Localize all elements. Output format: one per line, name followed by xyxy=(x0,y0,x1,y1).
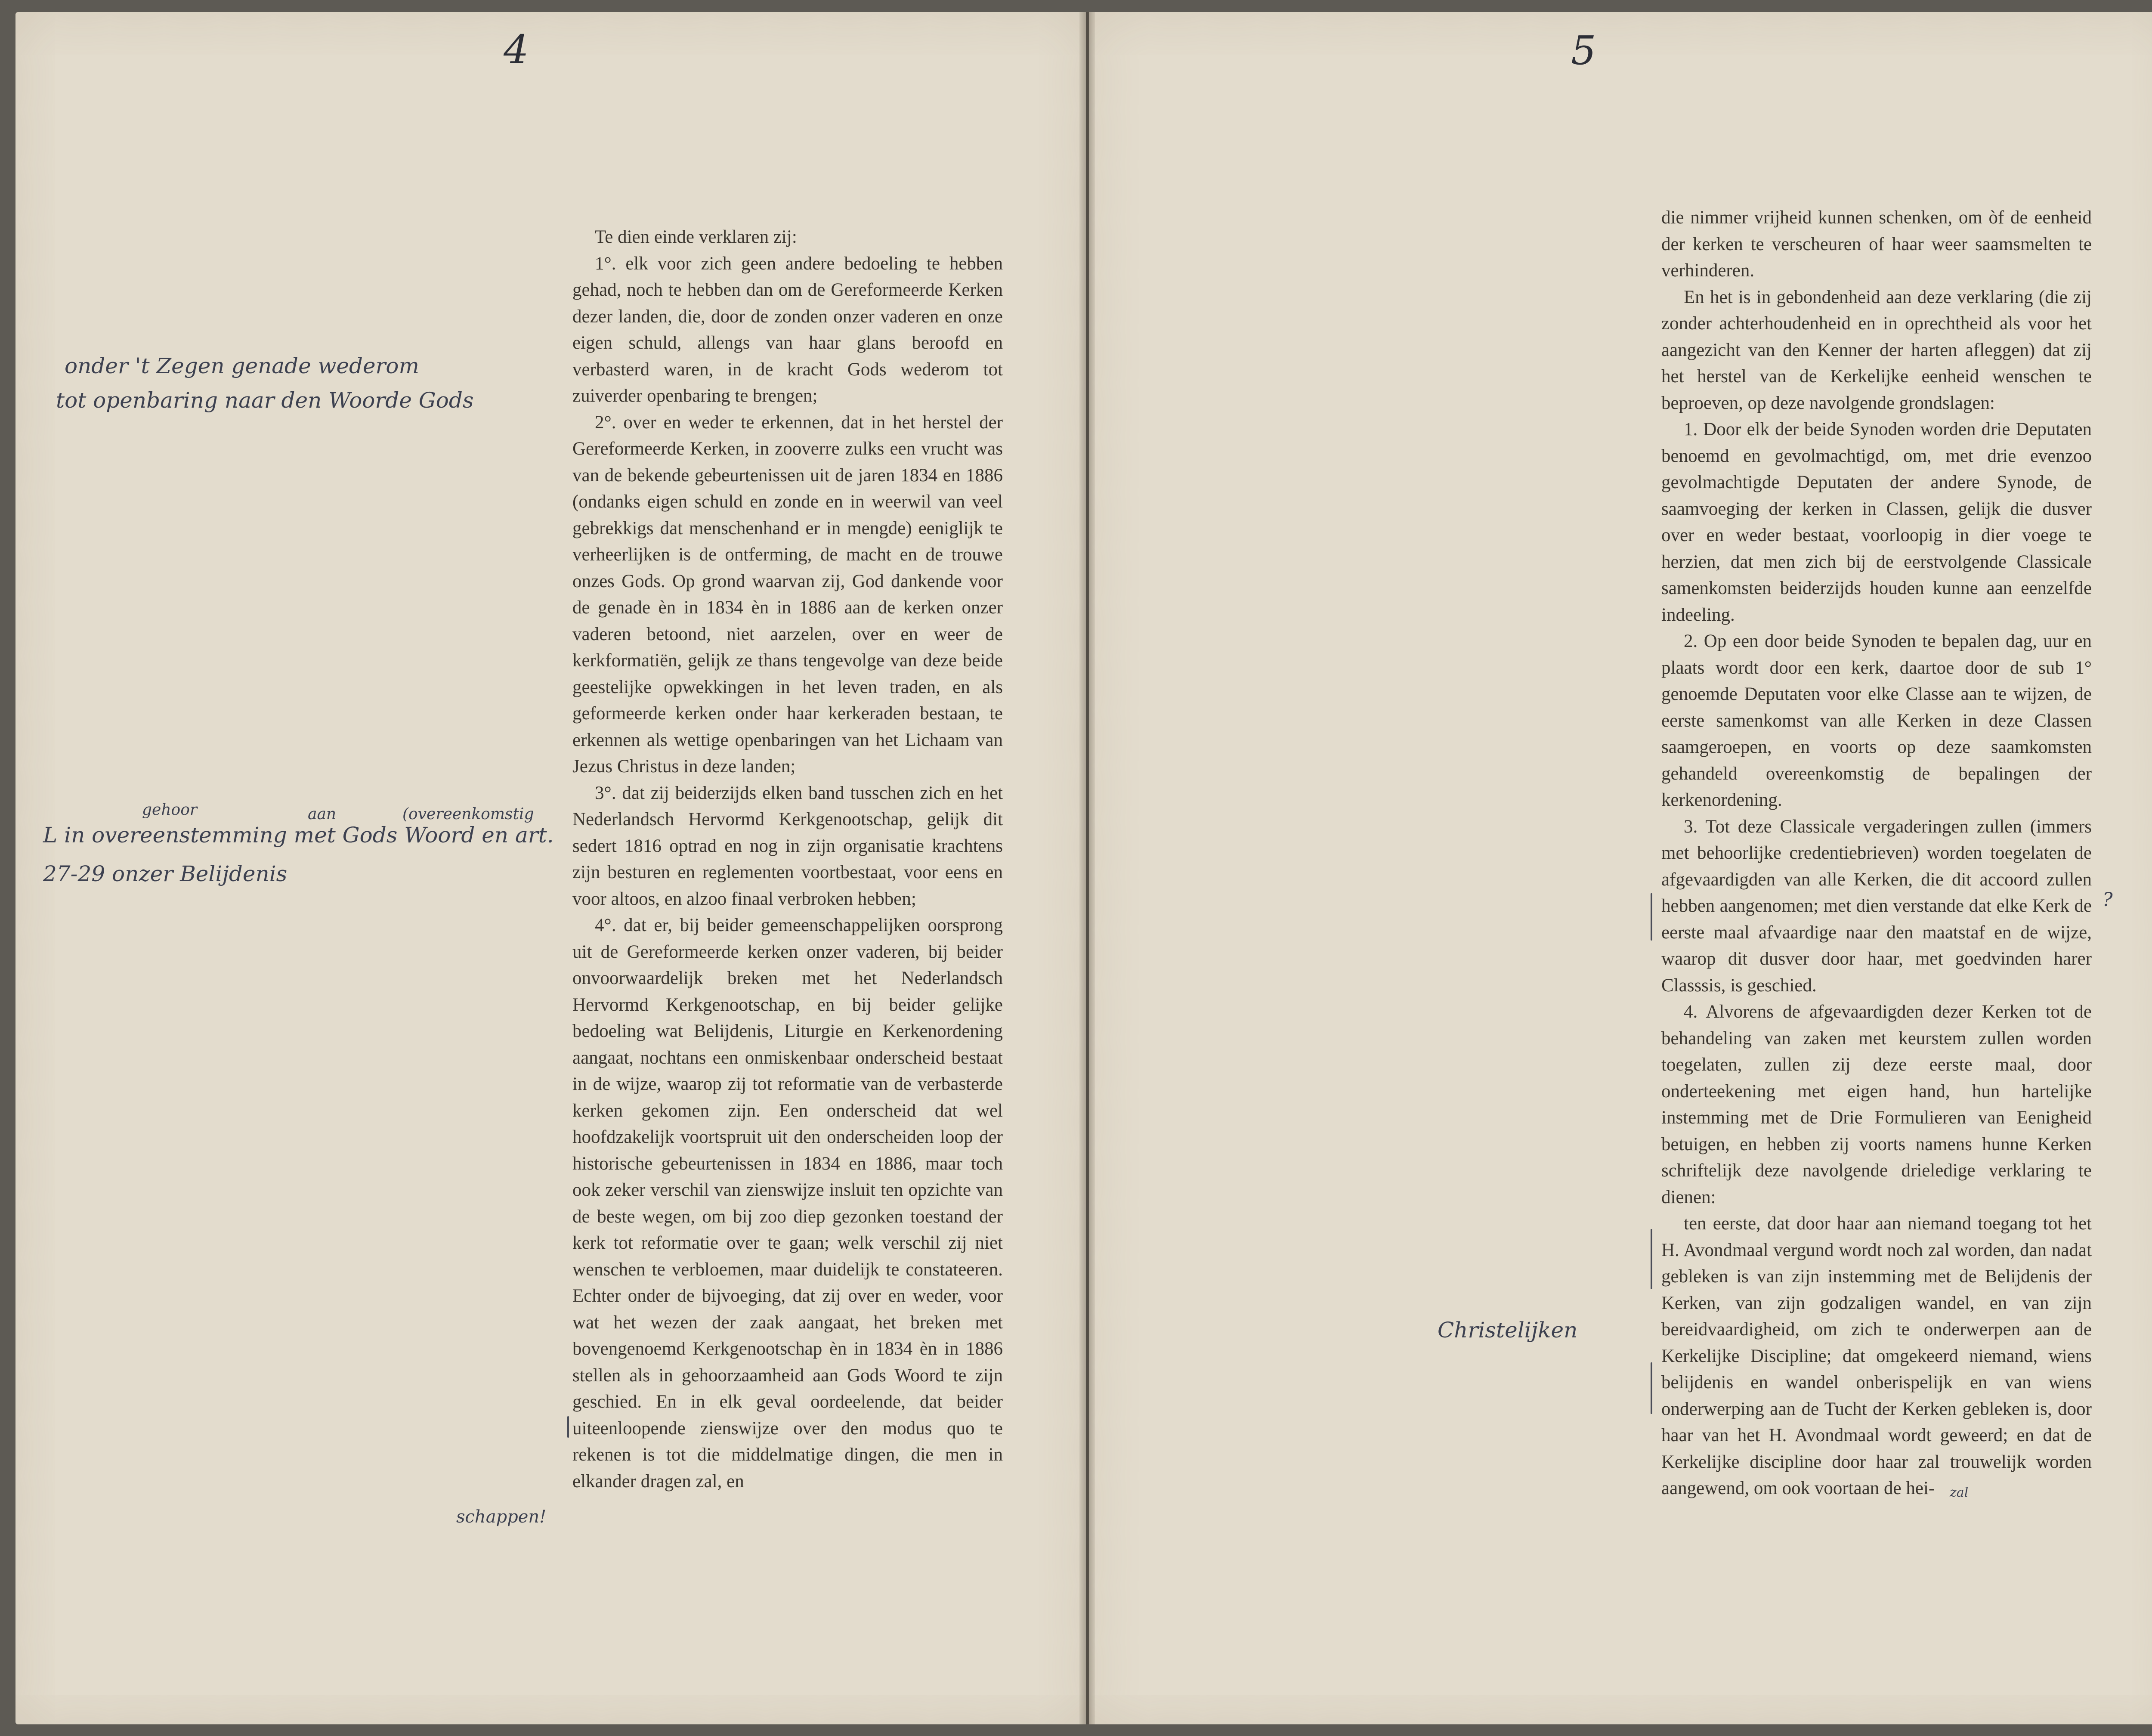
paragraph: En het is in gebondenheid aan deze verklaring (die zij zonder achterhoudenheid en in oprechtheid als voor het aangezicht van den Kenner der harten afleggen) dat zij het herstel van de Kerkelijke eenheid wenschen te beproeven, op deze navolgende grondslagen: xyxy=(1661,287,2092,413)
handwritten-note: ? xyxy=(2103,889,2113,911)
handwritten-note: tot openbaring naar den Woorde Gods xyxy=(56,388,474,413)
right-text-column xyxy=(1661,204,2092,1502)
paragraph: 1°. elk voor zich geen andere bedoeling te hebben gehad, noch te hebben dan om de Gereformeerde Kerken dezer landen, die, door de zonden onzer vaderen en onze eigen schuld, allengs van haar glans beroofd en verbasterd waren, in de kracht Gods wederom tot zuiverder openbaring te brengen; xyxy=(572,253,1003,406)
page-number-left: 4 xyxy=(504,27,529,73)
handwritten-note: L in overeenstemming met Gods Woord en art. xyxy=(43,823,554,848)
paragraph: Te dien einde verklaren zij: xyxy=(595,227,797,247)
handwritten-note: 27-29 onzer Belijdenis xyxy=(43,861,288,886)
handwritten-note: schappen! xyxy=(456,1507,547,1527)
handwritten-note: aan xyxy=(308,805,337,823)
paragraph: 2. Op een door beide Synoden te bepalen dag, uur en plaats wordt door een kerk, daartoe door de sub 1° genoemde Deputaten voor elke Classe aan te wijzen, de eerste samenkomst van alle Kerken in deze Classen saamgeroepen, en voorts op deze saamkomsten gehandeld overeenkomstig de bepalingen der kerkenordening. xyxy=(1661,631,2092,810)
handwritten-note: (overeenkomstig xyxy=(402,805,534,823)
margin-mark xyxy=(1651,893,1652,941)
page-gutter xyxy=(1079,12,1095,1724)
margin-mark xyxy=(1651,1229,1652,1289)
page-number-right: 5 xyxy=(1571,28,1596,74)
paragraph: die nimmer vrijheid kunnen schenken, om òf de eenheid der kerken te verscheuren of haar weer saamsmelten te verhinderen. xyxy=(1661,207,2092,281)
margin-mark xyxy=(567,1416,569,1438)
handwritten-note: onder 't Zegen genade wederom xyxy=(65,353,419,378)
handwritten-note: Christelijken xyxy=(1438,1318,1578,1343)
left-text-column xyxy=(572,224,1003,1495)
paragraph: 3°. dat zij beiderzijds elken band tusschen zich en het Nederlandsch Hervormd Kerkgenootschap, gelijk dit sedert 1816 optrad en nog in zijn organisatie krachtens zijn besturen en reglementen voortbestaat, voor eens en voor altoos, en alzoo finaal verbroken hebben; xyxy=(572,783,1003,909)
paragraph: 4°. dat er, bij beider gemeenschappelijken oorsprong uit de Gereformeerde kerken onzer vaderen, bij beider onvoorwaardelijk breken met het Nederlandsch Hervormd Kerkgenootschap, en bij beider gelijke bedoeling wat Belijdenis, Liturgie en Kerkenordening aangaat, nochtans een onmiskenbaar onderscheid bestaat in de wijze, waarop zij tot reformatie van de verbasterde kerken gekomen zijn. Een onderscheid dat wel hoofdzakelijk voortspruit uit den onderscheiden loop der historische gebeurtenissen in 1834 en 1886, maar toch ook zeker verschil van zienswijze insluit ten opzichte van de beste wegen, om bij zoo diep gezonken toestand der kerk tot reformatie over te gaan; welk verschil zij niet wenschen te verbloemen, maar duidelijk te constateeren. Echter onder de bijvoeging, dat zij over en weder, voor wat het wezen der zaak aangaat, het breken met bovengenoemd Kerkgenootschap èn in 1834 èn in 1886 stellen als in gehoorzaamheid aan Gods Woord te zijn geschied. En in elk geval oordeelende, dat beider uiteenloopende zienswijze over den modus quo te rekenen is tot die middelmatige dingen, die men in elkander dragen zal, en xyxy=(572,915,1003,1492)
paragraph: 2°. over en weder te erkennen, dat in het herstel der Gereformeerde Kerken, in zooverre zulks een vrucht was van de bekende gebeurtenissen uit de jaren 1834 en 1886 (ondanks eigen schuld en zonde en in weerwil van veel gebrekkigs dat menschenhand er in mengde) eeniglijk te verheerlijken is de ontferming, de macht en de trouwe onzes Gods. Op grond waarvan zij, God dankende voor de genade èn in 1834 èn in 1886 aan de kerken onzer vaderen betoond, niet aarzelen, over en weer de kerkformatiën, gelijk ze thans tengevolge van deze beide geestelijke opwekkingen in het leven traden, en als geformeerde kerken onder haar kerkeraden bestaan, te erkennen als wettige openbaringen van het Lichaam van Jezus Christus in deze landen; xyxy=(572,412,1003,777)
paragraph: ten eerste, dat door haar aan niemand toegang tot het H. Avondmaal vergund wordt noch zal worden, dan nadat gebleken is van zijn instemming met de Belijdenis der Kerken, van zijn godzaligen wandel, en van zijn bereidvaardigheid, om zich te onderwerpen aan de Kerkelijke Discipline; dat omgekeerd niemand, wiens belijdenis en wandel onberispelijk en van wiens onderwerping aan de Tucht der Kerken gebleken is, door haar van het H. Avondmaal wordt geweerd; en dat de Kerkelijke discipline door haar zal trouwelijk worden aangewend, om ook voortaan de hei- xyxy=(1661,1213,2092,1498)
paragraph: 4. Alvorens de afgevaardigden dezer Kerken tot de behandeling van zaken met keurstem zullen worden toegelaten, zullen zij deze eerste maal, door onderteekening met eigen hand, hun hartelijke instemming met de Drie Formulieren van Eenigheid betuigen, en hebben zij voorts namens hunne Kerken schriftelijk deze navolgende drieledige verklaring te dienen: xyxy=(1661,1002,2092,1207)
handwritten-note: zal xyxy=(1950,1485,1969,1500)
paragraph: 3. Tot deze Classicale vergaderingen zullen (immers met behoorlijke credentiebrieven) worden toegelaten de afgevaardigden van alle Kerken, die dit accoord zullen hebben aangenomen; met dien verstande dat elke Kerk de eerste maal afvaardige naar den maatstaf en de wijze, waarop dit dusver door haar, met goedvinden harer Classsis, is geschied. xyxy=(1661,816,2092,996)
handwritten-note: gehoor xyxy=(142,801,198,819)
margin-mark xyxy=(1651,1362,1652,1414)
paragraph: 1. Door elk der beide Synoden worden drie Deputaten benoemd en gevolmachtigd, om, met drie evenzoo gevolmachtigde Deputaten der andere Synode, de saamvoeging der kerken in Classen, gelijk die dusver over en weder bestaat, voorloopig in dier voege te herzien, dat men zich bij de eerstvolgende Classicale samenkomsten beiderzijds houden kunne aan eenzelfde indeeling. xyxy=(1661,419,2092,625)
